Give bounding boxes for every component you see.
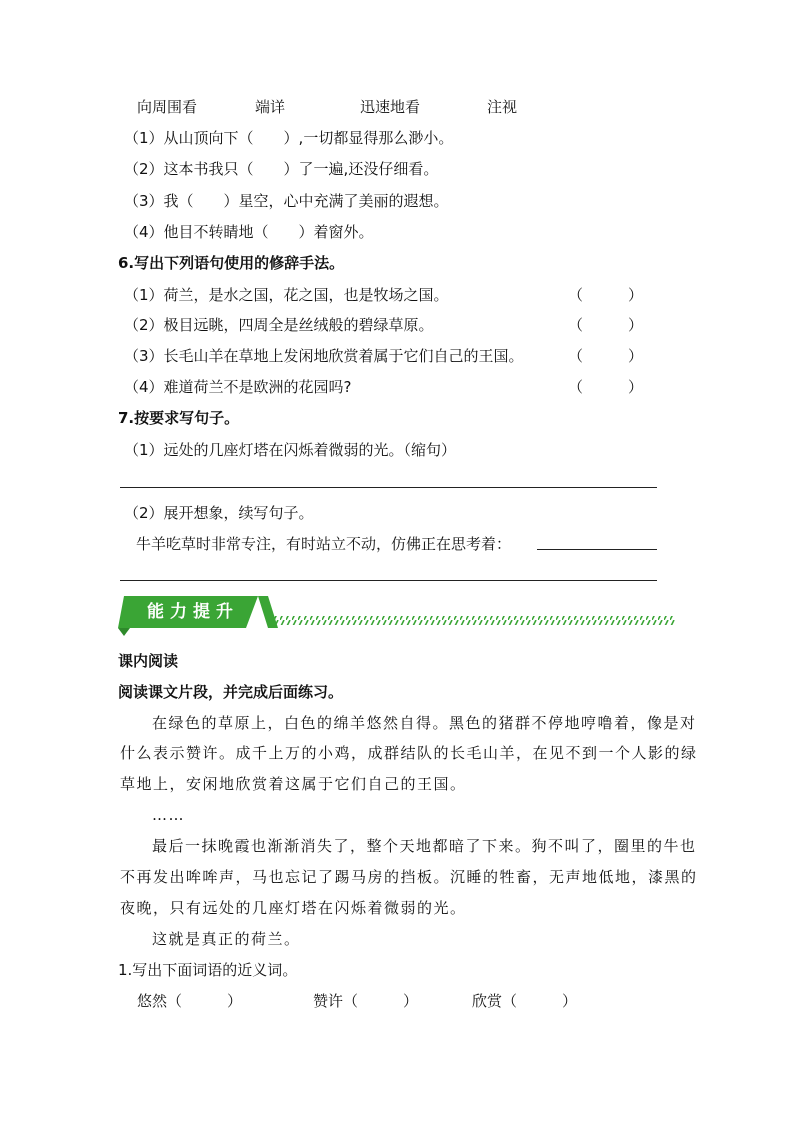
q6-item-3: （3）长毛山羊在草地上发闲地欣赏着属于它们自己的王国。 bbox=[124, 347, 524, 365]
q7-item-2-prompt: 牛羊吃草时非常专注，有时站立不动，仿佛正在思考着： bbox=[136, 535, 512, 553]
word-option: 端详 bbox=[255, 98, 286, 116]
answer-line-inline[interactable] bbox=[537, 549, 657, 550]
q6-item-1: （1）荷兰，是水之国，花之国，也是牧场之国。 bbox=[124, 286, 449, 304]
q7-item-1: （1）远处的几座灯塔在闪烁着微弱的光。（缩句） bbox=[124, 441, 457, 459]
q7-title: 7.按要求写句子。 bbox=[118, 409, 240, 427]
q6-answer-blank-4[interactable]: （ ） bbox=[568, 378, 644, 396]
passage-line: 夜晚，只有远处的几座灯塔在闪烁着微弱的光。 bbox=[120, 899, 467, 917]
reading-heading: 课内阅读 bbox=[118, 652, 179, 670]
passage-line: 这就是真正的荷兰。 bbox=[152, 930, 301, 948]
q1-title: 1.写出下面词语的近义词。 bbox=[118, 961, 298, 979]
q5-item-4: （4）他目不转睛地（ ）着窗外。 bbox=[124, 223, 374, 241]
passage-line: 什么表示赞许。成千上万的小鸡，成群结队的长毛山羊，在见不到一个人影的绿 bbox=[120, 744, 698, 762]
answer-line[interactable] bbox=[120, 487, 657, 488]
q5-item-3: （3）我（ ）星空，心中充满了美丽的遐想。 bbox=[124, 192, 449, 210]
word-option: 注视 bbox=[487, 98, 518, 116]
q5-item-2: （2）这本书我只（ ）了一遍,还没仔细看。 bbox=[124, 160, 439, 178]
q6-item-4: （4）难道荷兰不是欧洲的花园吗? bbox=[124, 378, 352, 396]
q1-word-1[interactable]: 悠然（ ） bbox=[137, 992, 243, 1010]
q6-answer-blank-3[interactable]: （ ） bbox=[568, 347, 644, 365]
q1-word-2[interactable]: 赞许（ ） bbox=[313, 992, 419, 1010]
reading-instruction: 阅读课文片段，并完成后面练习。 bbox=[118, 683, 344, 701]
passage-line: 在绿色的草原上，白色的绵羊悠然自得。黑色的猪群不停地哼噜着，像是对 bbox=[152, 714, 697, 732]
word-option: 向周围看 bbox=[137, 98, 198, 116]
q6-answer-blank-1[interactable]: （ ） bbox=[568, 286, 644, 304]
q6-answer-blank-2[interactable]: （ ） bbox=[568, 316, 644, 334]
passage-ellipsis: …… bbox=[152, 806, 185, 824]
answer-line[interactable] bbox=[120, 580, 657, 581]
word-option: 迅速地看 bbox=[360, 98, 421, 116]
q7-item-2: （2）展开想象，续写句子。 bbox=[124, 504, 314, 522]
section-banner-label: 能力提升 bbox=[147, 602, 239, 622]
q5-item-1: （1）从山顶向下（ ）,一切都显得那么渺小。 bbox=[124, 129, 454, 147]
passage-line: 不再发出哞哞声，马也忘记了踢马房的挡板。沉睡的牲畜，无声地低地，漆黑的 bbox=[120, 868, 698, 886]
section-banner bbox=[118, 596, 678, 636]
q6-item-2: （2）极目远眺，四周全是丝绒般的碧绿草原。 bbox=[124, 316, 434, 334]
q1-word-3[interactable]: 欣赏（ ） bbox=[472, 992, 578, 1010]
passage-line: 草地上，安闲地欣赏着这属于它们自己的王国。 bbox=[120, 775, 467, 793]
q6-title: 6.写出下列语句使用的修辞手法。 bbox=[118, 254, 345, 272]
passage-line: 最后一抹晚霞也渐渐消失了，整个天地都暗了下来。狗不叫了，圈里的牛也 bbox=[152, 837, 697, 855]
